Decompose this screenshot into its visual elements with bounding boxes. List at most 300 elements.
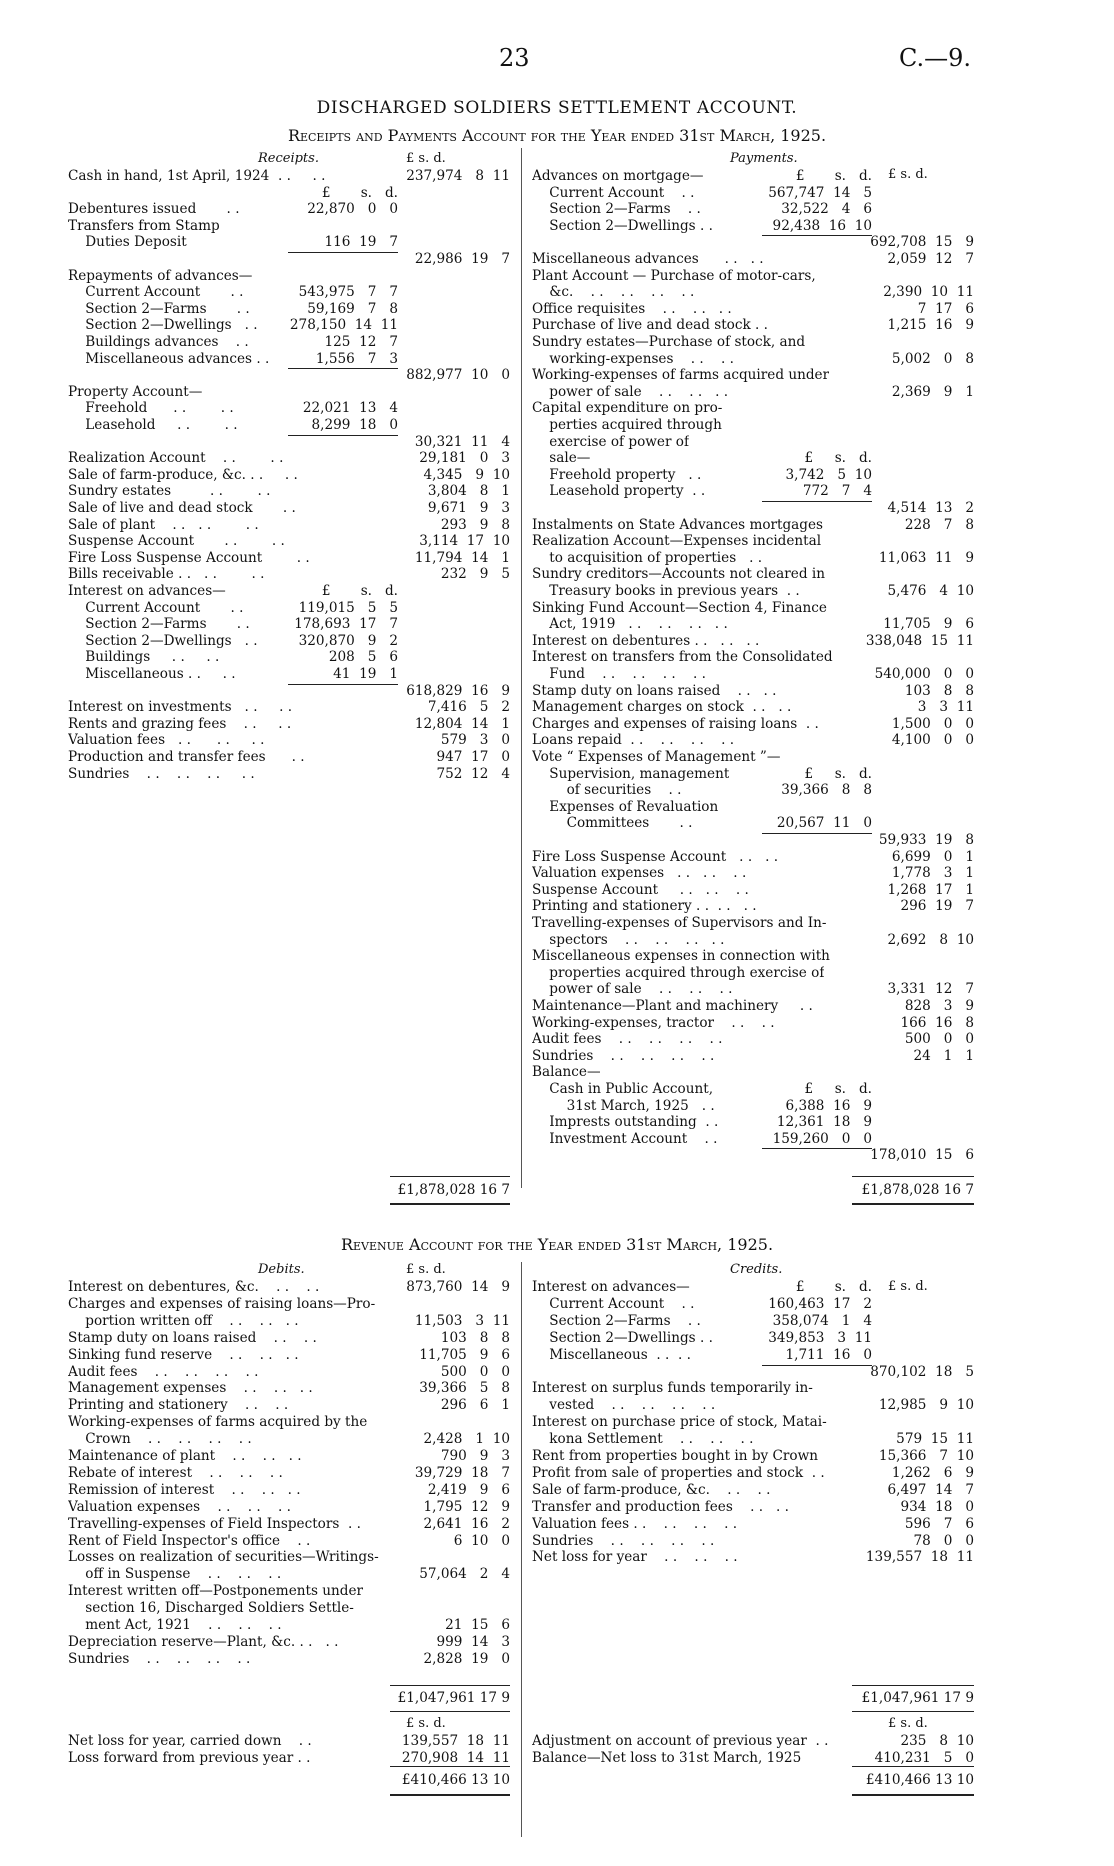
credit-sub-amount: £ s. d. bbox=[795, 1279, 872, 1295]
receipt-row bbox=[68, 351, 510, 367]
payment-description: working-expenses . . . . bbox=[532, 350, 734, 367]
payment-description: Charges and expenses of raising loans . . bbox=[532, 715, 819, 732]
credit-row bbox=[532, 1549, 974, 1565]
rp-subtitle: Receipts and Payments Account for the Year ended 31st March, 1925. bbox=[287, 126, 827, 145]
payment-row bbox=[532, 517, 974, 533]
credits-total-rule-2 bbox=[852, 1711, 974, 1712]
credit-sub-amount: 1,711 16 0 bbox=[785, 1346, 872, 1363]
receipt-amount: 237,974 8 11 bbox=[406, 168, 510, 184]
payment-description: Cash in Public Account, bbox=[532, 1081, 714, 1097]
receipt-description: Current Account . . bbox=[68, 599, 244, 616]
receipt-row bbox=[68, 533, 510, 549]
credit-amount: 6,497 14 7 bbox=[887, 1481, 974, 1498]
payment-description: &c. . . . . . . . . bbox=[532, 284, 695, 301]
credit-description: Section 2—Dwellings . . bbox=[532, 1329, 713, 1346]
payments-total: £1,878,028 16 7 bbox=[861, 1182, 974, 1198]
receipt-row bbox=[68, 649, 510, 665]
payment-row bbox=[532, 981, 974, 997]
payment-row bbox=[532, 1081, 974, 1097]
receipt-amount: 12,804 14 1 bbox=[414, 715, 510, 732]
payment-description: Fund . . . . . . . . bbox=[532, 666, 706, 682]
payment-row bbox=[532, 716, 974, 732]
loss-left-row bbox=[68, 1750, 510, 1766]
payment-description: Plant Account — Purchase of motor-cars, bbox=[532, 267, 816, 284]
payment-description: Capital expenditure on pro- bbox=[532, 400, 723, 417]
receipt-sub-amount: 543,975 7 7 bbox=[298, 284, 398, 301]
payment-row bbox=[532, 699, 974, 715]
payments-heading: Payments. bbox=[730, 151, 798, 166]
loss-right-description: Balance—Net loss to 31st March, 1925 bbox=[532, 1749, 802, 1766]
receipt-row bbox=[68, 616, 510, 632]
payment-row bbox=[532, 666, 974, 682]
credit-amount: 596 7 6 bbox=[904, 1515, 974, 1532]
receipt-row bbox=[68, 583, 510, 599]
payment-description: Loans repaid . . . . . . . . bbox=[532, 732, 735, 749]
payment-row bbox=[532, 766, 974, 782]
revenue-title: Revenue Account for the Year ended 31st March, 1925. bbox=[340, 1235, 774, 1254]
payment-description: Miscellaneous advances . . . . bbox=[532, 251, 764, 267]
payment-amount: 828 3 9 bbox=[904, 998, 974, 1014]
debit-row bbox=[68, 1380, 510, 1396]
receipt-amount: 882,977 10 0 bbox=[406, 367, 510, 384]
payment-sub-amount: 39,366 8 8 bbox=[781, 782, 872, 799]
payment-row bbox=[532, 417, 974, 433]
receipt-description: Sale of live and dead stock . . bbox=[68, 500, 296, 516]
payment-row bbox=[532, 749, 974, 765]
payment-description: power of sale . . . . . . bbox=[532, 383, 729, 400]
payment-row bbox=[532, 268, 974, 284]
receipt-amount: 30,321 11 4 bbox=[414, 433, 510, 450]
payment-description: Purchase of live and dead stock . . bbox=[532, 317, 769, 334]
receipt-sub-amount: 208 5 6 bbox=[328, 649, 398, 666]
loss-left-amount: 270,908 14 11 bbox=[401, 1749, 510, 1766]
debit-description: Interest written off—Postponements under bbox=[68, 1583, 364, 1600]
payment-sub-amount: 567,747 14 5 bbox=[768, 184, 872, 201]
payment-row bbox=[532, 533, 974, 549]
debit-amount: 500 0 0 bbox=[440, 1363, 510, 1380]
credit-row bbox=[532, 1448, 974, 1464]
payment-row bbox=[532, 234, 974, 250]
payment-row bbox=[532, 483, 974, 499]
debit-amount: 11,503 3 11 bbox=[414, 1312, 510, 1329]
payment-row bbox=[532, 1015, 974, 1031]
debit-row bbox=[68, 1516, 510, 1532]
payment-description: Stamp duty on loans raised . . . . bbox=[532, 682, 777, 699]
receipt-amount: 293 9 8 bbox=[440, 516, 510, 533]
payment-row bbox=[532, 732, 974, 748]
payment-subtotal-rule bbox=[762, 1148, 872, 1149]
payment-subtotal-rule bbox=[762, 235, 872, 236]
receipt-sub-amount: 125 12 7 bbox=[324, 334, 398, 350]
credits-heading: Credits. bbox=[730, 1262, 783, 1277]
debit-description: portion written off . . . . . . bbox=[68, 1312, 299, 1329]
payment-row bbox=[532, 1098, 974, 1114]
payment-description: 31st March, 1925 . . bbox=[532, 1097, 715, 1114]
payment-description: power of sale . . . . . . bbox=[532, 981, 733, 998]
loss-left-description: Loss forward from previous year . . bbox=[68, 1749, 311, 1766]
receipt-description: Duties Deposit bbox=[68, 234, 187, 251]
credits-lsd-header: £ s. d. bbox=[888, 1279, 928, 1294]
receipt-row bbox=[68, 201, 510, 217]
payment-sub-amount: 772 7 4 bbox=[802, 483, 872, 500]
payment-description: Sundry creditors—Accounts not cleared in bbox=[532, 566, 825, 583]
payment-description: Audit fees . . . . . . . . bbox=[532, 1031, 723, 1048]
receipt-row bbox=[68, 732, 510, 748]
payment-row bbox=[532, 633, 974, 649]
receipt-description: Rents and grazing fees . . . . bbox=[68, 715, 292, 732]
debit-row bbox=[68, 1617, 510, 1633]
payment-row bbox=[532, 500, 974, 516]
receipts-total-double-rule bbox=[390, 1203, 510, 1205]
receipt-row bbox=[68, 434, 510, 450]
receipt-subtotal-rule bbox=[288, 368, 398, 369]
credit-row bbox=[532, 1465, 974, 1481]
receipt-row bbox=[68, 517, 510, 533]
receipt-row bbox=[68, 185, 510, 201]
debit-description: section 16, Discharged Soldiers Settle- bbox=[68, 1600, 354, 1617]
payment-row bbox=[532, 600, 974, 616]
receipt-sub-amount: £ s. d. bbox=[321, 583, 398, 599]
payment-row bbox=[532, 948, 974, 964]
payment-row bbox=[532, 782, 974, 798]
payment-description: Leasehold property . . bbox=[532, 483, 706, 500]
credit-subtotal-rule bbox=[762, 1365, 872, 1366]
receipt-amount: 752 12 4 bbox=[436, 765, 510, 782]
payment-description: Committees . . bbox=[532, 815, 693, 832]
credit-row bbox=[532, 1279, 974, 1295]
debit-description: Management expenses . . . . . . bbox=[68, 1380, 313, 1397]
loss-right-row bbox=[532, 1750, 974, 1766]
payment-amount: 2,369 9 1 bbox=[891, 383, 974, 400]
payment-description: Travelling-expenses of Supervisors and In- bbox=[532, 915, 827, 931]
debit-description: Depreciation reserve—Plant, &c. . . . . bbox=[68, 1633, 339, 1650]
payment-row bbox=[532, 566, 974, 582]
receipt-row bbox=[68, 716, 510, 732]
receipt-row bbox=[68, 600, 510, 616]
credit-description: Current Account . . bbox=[532, 1295, 695, 1312]
payment-row bbox=[532, 1114, 974, 1130]
payment-row bbox=[532, 1131, 974, 1147]
receipt-description: Sundries . . . . . . . . bbox=[68, 765, 255, 782]
debit-description: Audit fees . . . . . . . . bbox=[68, 1363, 259, 1380]
payment-description: Supervision, management bbox=[532, 765, 730, 782]
payment-amount: 166 16 8 bbox=[900, 1014, 974, 1031]
payment-amount: 338,048 15 11 bbox=[865, 632, 974, 649]
payment-amount: 24 1 1 bbox=[913, 1047, 974, 1064]
payment-amount: 5,002 0 8 bbox=[891, 350, 974, 367]
receipt-amount: 947 17 0 bbox=[436, 749, 510, 765]
payment-row bbox=[532, 301, 974, 317]
debit-description: Valuation expenses . . . . . . bbox=[68, 1498, 291, 1515]
debit-amount: 296 6 1 bbox=[440, 1397, 510, 1414]
payment-row bbox=[532, 799, 974, 815]
payment-amount: 2,692 8 10 bbox=[887, 931, 974, 948]
debit-amount: 999 14 3 bbox=[436, 1633, 510, 1650]
debit-description: Maintenance of plant . . . . . . bbox=[68, 1448, 302, 1464]
debit-amount: 11,705 9 6 bbox=[419, 1346, 510, 1363]
receipt-description: Suspense Account . . . . bbox=[68, 533, 285, 550]
payment-amount: 4,514 13 2 bbox=[887, 500, 974, 516]
receipt-description: Section 2—Farms . . bbox=[68, 300, 250, 317]
payment-sub-amount: £ s. d. bbox=[804, 1081, 872, 1097]
receipt-description: Current Account . . bbox=[68, 284, 244, 301]
credit-row bbox=[532, 1380, 974, 1396]
debit-row bbox=[68, 1482, 510, 1498]
payment-amount: 1,268 17 1 bbox=[887, 881, 974, 898]
receipt-description: Section 2—Dwellings . . bbox=[68, 632, 258, 649]
payment-sub-amount: 12,361 18 9 bbox=[776, 1114, 872, 1131]
debit-row bbox=[68, 1296, 510, 1312]
payment-row bbox=[532, 583, 974, 599]
payment-subtotal-rule bbox=[762, 501, 872, 502]
receipt-sub-amount: 22,021 13 4 bbox=[302, 400, 398, 417]
payment-sub-amount: 159,260 0 0 bbox=[772, 1130, 872, 1147]
credits-total-rule bbox=[852, 1685, 974, 1686]
receipt-row bbox=[68, 384, 510, 400]
payment-description: Section 2—Farms . . bbox=[532, 201, 701, 218]
receipt-row bbox=[68, 699, 510, 715]
receipts-total: £1,878,028 16 7 bbox=[397, 1182, 510, 1198]
payment-sub-amount: £ s. d. bbox=[795, 168, 872, 184]
debit-description: Losses on realization of securities—Writings- bbox=[68, 1549, 379, 1566]
payment-row bbox=[532, 1064, 974, 1080]
debit-row bbox=[68, 1347, 510, 1363]
debit-row bbox=[68, 1330, 510, 1346]
credit-description: Sale of farm-produce, &c. . . . . bbox=[532, 1481, 771, 1498]
payment-row bbox=[532, 1147, 974, 1163]
debit-row bbox=[68, 1549, 510, 1565]
payment-row bbox=[532, 367, 974, 383]
credit-row bbox=[532, 1533, 974, 1549]
receipt-row bbox=[68, 400, 510, 416]
debit-row bbox=[68, 1600, 510, 1616]
rev-column-divider bbox=[521, 1262, 522, 1837]
receipt-description: Buildings advances . . bbox=[68, 334, 249, 350]
debit-row bbox=[68, 1279, 510, 1295]
payment-description: Interest on transfers from the Consolidated bbox=[532, 649, 833, 666]
payments-lsd-header: £ s. d. bbox=[888, 167, 928, 182]
rp-column-divider bbox=[521, 148, 522, 1188]
receipt-row bbox=[68, 666, 510, 682]
loss-left-total: £410,466 13 10 bbox=[401, 1772, 510, 1788]
payment-row bbox=[532, 849, 974, 865]
payment-description: Maintenance—Plant and machinery . . bbox=[532, 998, 813, 1014]
payment-row bbox=[532, 965, 974, 981]
payment-description: Sundries . . . . . . . . bbox=[532, 1047, 715, 1064]
credit-description: kona Settlement . . . . . . bbox=[532, 1431, 754, 1448]
receipt-amount: 22,986 19 7 bbox=[414, 251, 510, 267]
loss-right-description: Adjustment on account of previous year . . bbox=[532, 1733, 829, 1749]
payment-description: Investment Account . . bbox=[532, 1130, 718, 1147]
credit-description: Interest on purchase price of stock, Matai- bbox=[532, 1414, 827, 1431]
receipt-row bbox=[68, 284, 510, 300]
payment-amount: 692,708 15 9 bbox=[870, 234, 974, 251]
receipt-amount: 618,829 16 9 bbox=[406, 682, 510, 699]
credit-description: Profit from sale of properties and stock . . bbox=[532, 1464, 825, 1481]
payment-row bbox=[532, 351, 974, 367]
payment-row bbox=[532, 168, 974, 184]
receipt-description: Fire Loss Suspense Account . . bbox=[68, 549, 310, 566]
payment-description: Suspense Account . . . . . . bbox=[532, 881, 749, 898]
debit-amount: 873,760 14 9 bbox=[406, 1279, 510, 1295]
payment-amount: 3,331 12 7 bbox=[887, 981, 974, 998]
loss-right-lsd-header: £ s. d. bbox=[888, 1716, 928, 1731]
receipt-sub-amount: 41 19 1 bbox=[333, 666, 398, 682]
receipt-sub-amount: 1,556 7 3 bbox=[315, 350, 398, 367]
payment-description: Realization Account—Expenses incidental bbox=[532, 533, 822, 550]
receipt-subtotal-rule bbox=[288, 252, 398, 253]
debit-description: ment Act, 1921 . . . . . . bbox=[68, 1617, 282, 1633]
payments-total-double-rule bbox=[852, 1203, 974, 1205]
payment-sub-amount: 20,567 11 0 bbox=[776, 815, 872, 832]
debit-row bbox=[68, 1566, 510, 1582]
payment-description: to acquisition of properties . . bbox=[532, 549, 763, 566]
loss-right-double-rule bbox=[852, 1794, 974, 1796]
debit-description: Remission of interest . . . . . . bbox=[68, 1481, 301, 1498]
debit-amount: 790 9 3 bbox=[440, 1448, 510, 1464]
credit-row bbox=[532, 1330, 974, 1346]
receipt-subtotal-rule bbox=[288, 435, 398, 436]
credit-row bbox=[532, 1364, 974, 1380]
credit-description: vested . . . . . . . . bbox=[532, 1397, 716, 1414]
credit-row bbox=[532, 1296, 974, 1312]
payment-row bbox=[532, 649, 974, 665]
debit-amount: 39,366 5 8 bbox=[419, 1380, 510, 1397]
receipt-row bbox=[68, 483, 510, 499]
receipt-description: Sale of plant . . . . . . bbox=[68, 516, 259, 533]
credit-description: Rent from properties bought in by Crown bbox=[532, 1448, 819, 1464]
credit-description: Sundries . . . . . . . . bbox=[532, 1532, 715, 1549]
payment-amount: 500 0 0 bbox=[904, 1031, 974, 1048]
payment-description: Working-expenses of farms acquired under bbox=[532, 367, 830, 384]
debit-amount: 39,729 18 7 bbox=[414, 1464, 510, 1481]
receipt-description: Interest on advances— bbox=[68, 583, 226, 599]
credit-amount: 870,102 18 5 bbox=[870, 1363, 974, 1380]
receipt-amount: 232 9 5 bbox=[440, 566, 510, 583]
payment-description: perties acquired through bbox=[532, 417, 722, 433]
debit-description: Sundries . . . . . . . . bbox=[68, 1650, 251, 1667]
receipt-description: Interest on investments . . . . bbox=[68, 699, 293, 716]
receipt-description: Property Account— bbox=[68, 383, 203, 400]
payment-row bbox=[532, 434, 974, 450]
payment-amount: 59,933 19 8 bbox=[878, 832, 974, 848]
credit-description: Interest on advances— bbox=[532, 1279, 690, 1295]
payment-description: Advances on mortgage— bbox=[532, 168, 704, 184]
payment-row bbox=[532, 334, 974, 350]
loss-left-row bbox=[68, 1733, 510, 1749]
payment-row bbox=[532, 1031, 974, 1047]
receipt-amount: 3,114 17 10 bbox=[419, 533, 510, 550]
debit-row bbox=[68, 1499, 510, 1515]
receipt-description: Buildings . . . . bbox=[68, 649, 220, 666]
debit-amount: 103 8 8 bbox=[440, 1329, 510, 1346]
debit-row bbox=[68, 1448, 510, 1464]
debit-description: Crown . . . . . . . . bbox=[68, 1431, 252, 1448]
payment-row bbox=[532, 384, 974, 400]
credit-sub-amount: 160,463 17 2 bbox=[768, 1295, 872, 1312]
debit-row bbox=[68, 1397, 510, 1413]
document-title: DISCHARGED SOLDIERS SETTLEMENT ACCOUNT. bbox=[316, 98, 798, 118]
credit-description: Interest on surplus funds temporarily in- bbox=[532, 1380, 813, 1397]
credit-amount: 15,366 7 10 bbox=[878, 1448, 974, 1464]
receipt-amount: 579 3 0 bbox=[440, 732, 510, 749]
receipt-amount: 7,416 5 2 bbox=[427, 699, 510, 716]
payment-amount: 4,100 0 0 bbox=[891, 732, 974, 749]
payment-description: Current Account . . bbox=[532, 184, 695, 201]
payment-description: sale— bbox=[532, 450, 591, 467]
payment-description: Imprests outstanding . . bbox=[532, 1114, 719, 1131]
debits-heading: Debits. bbox=[258, 1262, 305, 1277]
payment-amount: 3 3 11 bbox=[917, 699, 974, 716]
payment-sub-amount: 6,388 16 9 bbox=[785, 1097, 872, 1114]
credit-description: Transfer and production fees . . . . bbox=[532, 1498, 789, 1515]
loss-left-double-rule bbox=[390, 1794, 510, 1796]
credit-description: Valuation fees . . . . . . . . bbox=[532, 1515, 738, 1532]
debits-total: £1,047,961 17 9 bbox=[397, 1690, 510, 1706]
payment-amount: 11,705 9 6 bbox=[883, 616, 974, 633]
debits-total-rule-2 bbox=[390, 1711, 510, 1712]
debit-description: Printing and stationery . . . . bbox=[68, 1397, 289, 1414]
debit-row bbox=[68, 1634, 510, 1650]
payment-description: properties acquired through exercise of bbox=[532, 964, 825, 981]
receipt-description: Debentures issued . . bbox=[68, 201, 240, 218]
receipt-description: Cash in hand, 1st April, 1924 . . . . bbox=[68, 168, 326, 184]
payment-sub-amount: 3,742 5 10 bbox=[785, 466, 872, 483]
receipt-row bbox=[68, 467, 510, 483]
payment-amount: 1,500 0 0 bbox=[891, 715, 974, 732]
receipt-description: Repayments of advances— bbox=[68, 267, 253, 284]
credit-row bbox=[532, 1347, 974, 1363]
payment-row bbox=[532, 450, 974, 466]
debit-description: Stamp duty on loans raised . . . . bbox=[68, 1329, 317, 1346]
credit-row bbox=[532, 1313, 974, 1329]
loss-left-lsd-header: £ s. d. bbox=[406, 1716, 446, 1731]
receipt-amount: 9,671 9 3 bbox=[427, 500, 510, 516]
receipt-row bbox=[68, 683, 510, 699]
credit-amount: 12,985 9 10 bbox=[878, 1397, 974, 1414]
payment-amount: 1,215 16 9 bbox=[887, 317, 974, 334]
credit-description: Net loss for year . . . . . . bbox=[532, 1549, 738, 1566]
debit-row bbox=[68, 1364, 510, 1380]
payment-row bbox=[532, 251, 974, 267]
payment-row bbox=[532, 201, 974, 217]
credit-row bbox=[532, 1499, 974, 1515]
loss-right-amount: 235 8 10 bbox=[900, 1733, 974, 1749]
debit-amount: 57,064 2 4 bbox=[419, 1566, 510, 1583]
credit-sub-amount: 349,853 3 11 bbox=[768, 1329, 872, 1346]
receipt-description: Miscellaneous . . . . bbox=[68, 666, 236, 682]
debit-description: off in Suspense . . . . . . bbox=[68, 1566, 282, 1583]
receipt-description: Section 2—Farms . . bbox=[68, 616, 250, 633]
receipt-description: Freehold . . . . bbox=[68, 400, 234, 417]
debit-amount: 21 15 6 bbox=[445, 1617, 510, 1633]
receipt-row bbox=[68, 633, 510, 649]
receipt-amount: 29,181 0 3 bbox=[419, 450, 510, 467]
payment-description: Vote “ Expenses of Management ”— bbox=[532, 749, 781, 765]
credit-row bbox=[532, 1414, 974, 1430]
credit-description: Miscellaneous . . . . bbox=[532, 1346, 691, 1363]
debit-row bbox=[68, 1414, 510, 1430]
credit-amount: 1,262 6 9 bbox=[891, 1464, 974, 1481]
payment-row bbox=[532, 284, 974, 300]
payment-description: Working-expenses, tractor . . . . bbox=[532, 1014, 775, 1031]
debit-amount: 1,795 12 9 bbox=[423, 1498, 510, 1515]
debit-row bbox=[68, 1651, 510, 1667]
payment-description: Sundry estates—Purchase of stock, and bbox=[532, 334, 806, 350]
receipt-row bbox=[68, 334, 510, 350]
loss-right-row bbox=[532, 1733, 974, 1749]
payment-row bbox=[532, 832, 974, 848]
